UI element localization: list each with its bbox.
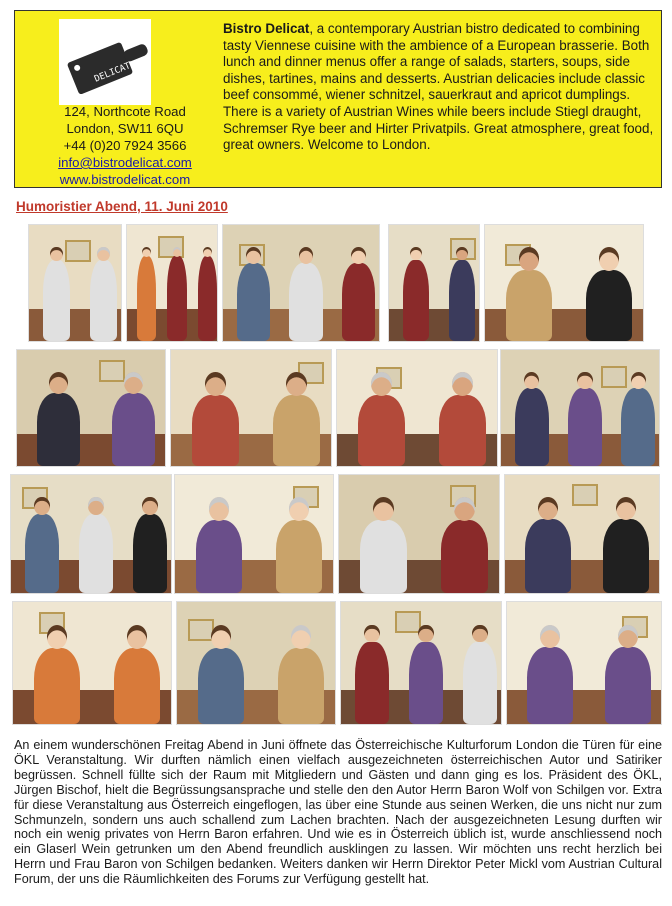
event-photo bbox=[222, 224, 380, 342]
event-photo bbox=[506, 601, 662, 725]
event-photo bbox=[338, 474, 500, 594]
cleaver-logo-icon bbox=[59, 19, 151, 105]
event-photo bbox=[176, 601, 336, 725]
phone-number: +44 (0)20 7924 3566 bbox=[63, 138, 187, 153]
event-photo bbox=[500, 349, 660, 467]
website-link[interactable]: www.bistrodelicat.com bbox=[59, 172, 191, 187]
event-photo bbox=[12, 601, 172, 725]
email-link[interactable]: info@bistrodelicat.com bbox=[58, 155, 192, 170]
event-photo bbox=[336, 349, 498, 467]
event-photo bbox=[126, 224, 218, 342]
bistro-name: Bistro Delicat bbox=[223, 21, 310, 36]
event-title: Humoristier Abend, 11. Juni 2010 bbox=[16, 199, 228, 214]
event-photo bbox=[484, 224, 644, 342]
article-text: An einem wunderschönen Freitag Abend in Juni öffnete das Österreichische Kulturforum London die Türen für eine ÖKL Veranstaltung. Wir durften nämlich einen vielfach ausgezeichneten österreichischen Autor und Satiriker begrüssen. Schnell füllte sich der Raum mit Mitgliedern und Gästen und dann ging es los. Präsident des ÖKL, Jürgen Bischof, hielt die Begrüssungsansprache und stelle den den Autor Herrn Baron Wolf von Schilgen vor. Extra für diese Veranstaltung aus Österreich eingeflogen, las über eine Stunde aus seinen Werken, die uns nicht nur zum Schmunzeln, sondern uns auch schallend zum Lachen brachten. Nach der ausgezeichneten Lesung durften wir noch ein wenig privates von Herrn Baron erfahren. Und wie es in Österreich üblich ist, wurde anschliessend noch ein Glaserl Wein getrunken um den Abend freundlich ausklingen zu lassen. Wir möchten uns recht herzlich bei Herrn und Frau Baron von Schilgen bedanken. Weiters danken wir Herrn Direktor Peter Mickl vom Austrian Cultural Forum, der uns die Räumlichkeiten des Forums zur Verfügung gestellt hat. bbox=[14, 738, 662, 887]
event-photo bbox=[28, 224, 122, 342]
address-line-2: London, SW11 6QU bbox=[66, 121, 184, 136]
event-photo bbox=[170, 349, 332, 467]
bistro-advertisement bbox=[14, 10, 662, 188]
address-line-1: 124, Northcote Road bbox=[64, 104, 186, 119]
event-photo bbox=[504, 474, 660, 594]
event-photo bbox=[340, 601, 502, 725]
bistro-logo bbox=[59, 19, 151, 105]
event-photo bbox=[174, 474, 334, 594]
contact-block bbox=[35, 103, 215, 188]
bistro-description-text: , a contemporary Austrian bistro dedicated to combining tasty Viennese cuisine with the ambience of a European brasserie. Both lunch and dinner menus offer a range of salads, starters, soups, side dishes, tartines, mains and desserts. Austrian delicacies include classic beef consommé, wiener schnitzel, sauerkraut and apricot dumplings. There is a variety of Austrian Wines while beers include Stiegl draught, Schremser Rye beer and Hirter Privatpils. Great atmosphere, great food, great owners. Welcome to London. bbox=[223, 21, 654, 153]
event-photo bbox=[388, 224, 480, 342]
event-photo bbox=[10, 474, 172, 594]
event-photo bbox=[16, 349, 166, 467]
logo-wordmark: DELICAT bbox=[93, 61, 133, 85]
bistro-description bbox=[223, 21, 655, 154]
